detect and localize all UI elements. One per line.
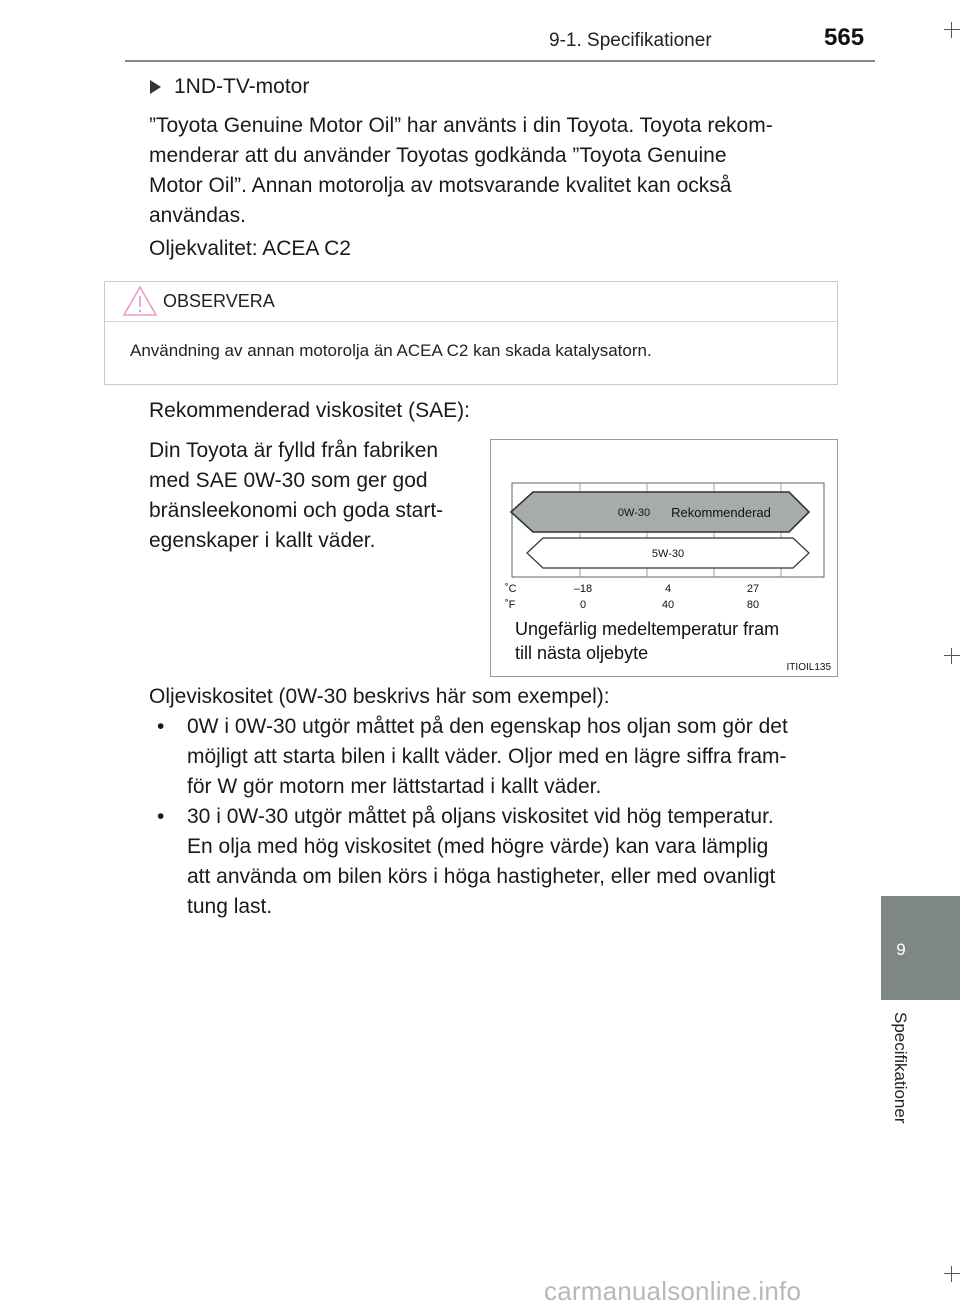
header-rule — [125, 60, 875, 62]
triangle-bullet-icon — [150, 80, 161, 94]
crop-mark-top-right — [944, 22, 960, 38]
bullet-marker: • — [157, 805, 165, 828]
bullet-line: 30 i 0W-30 utgör måttet på oljans viskositet vid hög temperatur. — [187, 805, 774, 828]
bullet-text — [187, 802, 830, 922]
alt-oil-label: 5W-30 — [651, 548, 685, 560]
bullet-line: 0W i 0W-30 utgör måttet på den egenskap hos oljan som gör det — [187, 715, 788, 738]
fahrenheit-tick: 40 — [661, 599, 675, 611]
diagram-code: ITIOIL135 — [786, 662, 831, 673]
viscosity-line: bränsleekonomi och goda start- — [149, 499, 444, 522]
recommended-text: Rekommenderad — [671, 505, 771, 520]
celsius-tick: 4 — [664, 583, 672, 595]
chapter-label-container — [880, 1012, 916, 1162]
explanation-heading: Oljeviskositet (0W-30 beskrivs här som exempel): — [149, 685, 610, 708]
intro-line: ”Toyota Genuine Motor Oil” har använts i din Toyota. Toyota rekom- — [149, 114, 773, 137]
viscosity-paragraph — [149, 436, 473, 556]
bullet-marker: • — [157, 715, 165, 738]
intro-line: menderar att du använder Toyotas godkända ”Toyota Genuine — [149, 144, 727, 167]
recommended-oil-label: 0W-30 — [617, 507, 651, 519]
viscosity-line: med SAE 0W-30 som ger god — [149, 469, 428, 492]
viscosity-line: Din Toyota är fylld från fabriken — [149, 439, 439, 462]
diagram-caption-line: till nästa oljebyte — [515, 643, 649, 663]
fahrenheit-tick: 0 — [579, 599, 587, 611]
engine-heading: 1ND-TV-motor — [174, 75, 310, 98]
notice-divider — [105, 321, 837, 322]
viscosity-diagram-graphic — [491, 440, 837, 676]
celsius-tick: 27 — [746, 583, 760, 595]
bullet-line: att använda om bilen körs i höga hastigheter, eller med ovanligt — [187, 865, 776, 888]
chapter-label: Specifikationer — [891, 1012, 910, 1124]
page-number: 565 — [824, 24, 865, 51]
notice-box — [104, 281, 838, 385]
celsius-unit: ˚C — [505, 583, 517, 595]
bullet-item — [149, 802, 830, 922]
celsius-tick: –18 — [573, 583, 593, 595]
watermark: carmanualsonline.info — [544, 1276, 802, 1306]
intro-paragraph — [149, 111, 829, 231]
notice-title: OBSERVERA — [163, 291, 275, 311]
header-section-title: 9-1. Specifikationer — [549, 30, 712, 51]
intro-line: Motor Oil”. Annan motorolja av motsvarande kvalitet kan också — [149, 174, 732, 197]
bullet-line: En olja med hög viskositet (med högre värde) kan vara lämplig — [187, 835, 769, 858]
notice-text: Användning av annan motorolja än ACEA C2 kan skada katalysatorn. — [130, 341, 652, 360]
diagram-caption-line: Ungefärlig medeltemperatur fram — [515, 619, 780, 639]
viscosity-diagram — [490, 439, 838, 677]
intro-line: användas. — [149, 204, 246, 227]
warning-icon — [122, 285, 158, 317]
bullet-item — [149, 712, 830, 802]
viscosity-heading: Rekommenderad viskositet (SAE): — [149, 399, 470, 422]
crop-mark-bottom-right — [944, 1266, 960, 1282]
bullet-text — [187, 712, 830, 802]
bullet-line: tung last. — [187, 895, 273, 918]
fahrenheit-unit: ˚F — [505, 599, 516, 611]
fahrenheit-tick: 80 — [746, 599, 760, 611]
viscosity-line: egenskaper i kallt väder. — [149, 529, 376, 552]
chapter-number: 9 — [896, 940, 906, 959]
bullet-line: för W gör motorn mer lättstartad i kallt väder. — [187, 775, 602, 798]
bullet-list — [149, 712, 830, 922]
oil-quality: Oljekvalitet: ACEA C2 — [149, 237, 351, 260]
crop-mark-right-middle — [944, 648, 960, 664]
bullet-line: möjligt att starta bilen i kallt väder. Oljor med en lägre siffra fram- — [187, 745, 787, 768]
